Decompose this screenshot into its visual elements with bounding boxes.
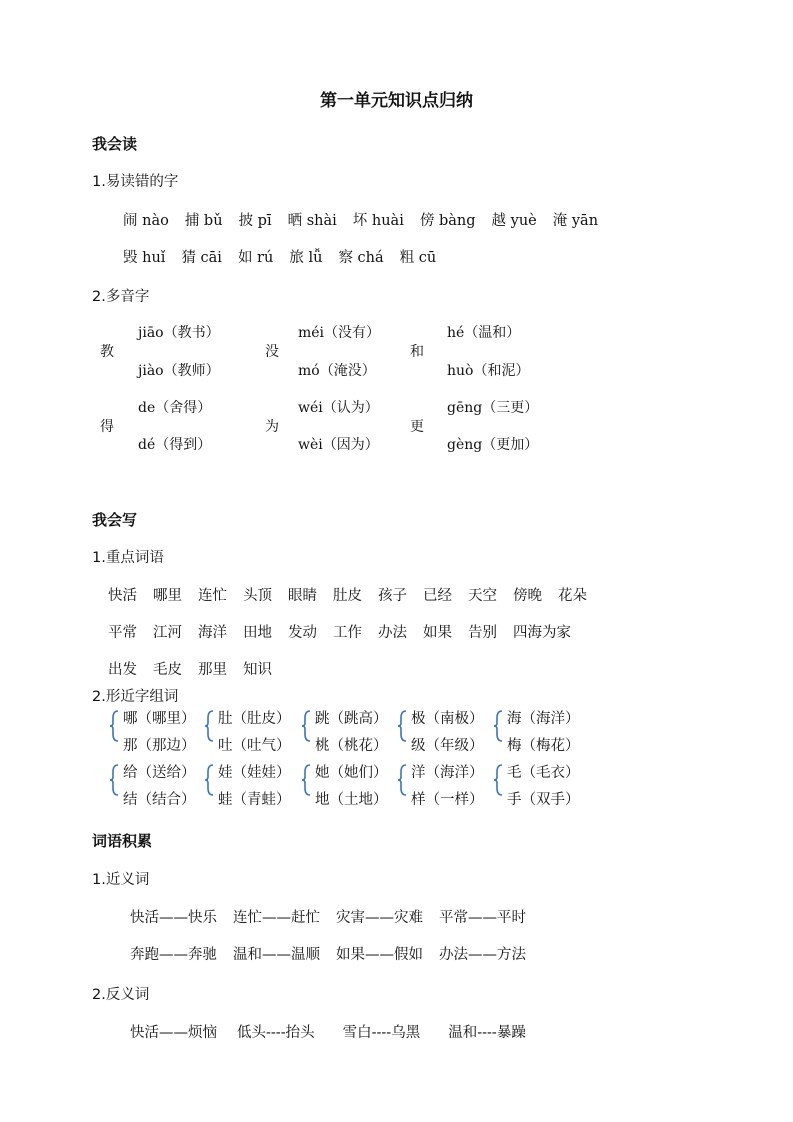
pair-top: 毛（毛衣） [507, 765, 580, 781]
section-read-heading: 我会读 [92, 135, 138, 153]
similar-pair [218, 760, 291, 814]
pair-bottom: 梅（梅花） [507, 738, 580, 754]
key-words-heading: 1.重点词语 [92, 550, 164, 566]
word-pair: 快活——快乐 [130, 910, 217, 926]
brace-icon [494, 764, 503, 796]
word-item: 傍晚 [513, 588, 542, 604]
pinyin-item: 捕 bǔ [184, 213, 223, 229]
pair-bottom: 结（结合） [123, 792, 196, 808]
antonyms-line-1 [130, 1021, 542, 1042]
word-pair: 如果——假如 [336, 947, 423, 963]
brace-icon [302, 764, 311, 796]
pair-bottom: 手（双手） [507, 792, 580, 808]
word-item: 哪里 [153, 588, 182, 604]
pinyin-item: 毁 huǐ [123, 250, 166, 266]
similar-pair [315, 760, 388, 814]
similar-pair [218, 706, 291, 760]
polyphone-reading: mó（淹没） [298, 363, 376, 379]
brace-icon [110, 710, 119, 742]
polyphone-char: 得 [100, 419, 114, 435]
word-item: 海洋 [198, 625, 227, 641]
word-item: 连忙 [198, 588, 227, 604]
polyphone-heading: 2.多音字 [92, 289, 150, 305]
pinyin-item: 晒 shài [287, 213, 337, 229]
word-item: 肚皮 [333, 588, 362, 604]
brace-icon [302, 710, 311, 742]
word-item: 知识 [243, 662, 272, 678]
brace-icon [398, 710, 407, 742]
polyphone-reading: gèng（更加） [447, 437, 539, 453]
pinyin-item: 察 chá [338, 250, 384, 266]
pinyin-item: 猜 cāi [181, 250, 222, 266]
pair-top: 洋（海洋） [411, 765, 484, 781]
brace-icon [494, 710, 503, 742]
pinyin-item: 闹 nào [123, 213, 169, 229]
pair-bottom: 那（那边） [123, 738, 196, 754]
polyphone-reading: wéi（认为） [298, 400, 379, 416]
easy-wrong-heading: 1.易读错的字 [92, 174, 179, 190]
word-item: 告别 [468, 625, 497, 641]
polyphone-reading: dé（得到） [138, 437, 212, 453]
word-item: 发动 [288, 625, 317, 641]
synonyms-line-2 [130, 943, 542, 964]
key-words-line-2 [108, 621, 587, 642]
pair-top: 海（海洋） [507, 711, 580, 727]
easy-wrong-line-1 [123, 209, 614, 230]
polyphone-reading: wèi（因为） [298, 437, 379, 453]
pinyin-item: 傍 bàng [419, 213, 476, 229]
polyphone-reading: huò（和泥） [447, 363, 530, 379]
polyphone-char: 教 [100, 344, 114, 360]
pair-bottom: 蛙（青蛙） [218, 792, 291, 808]
word-item: 头顶 [243, 588, 272, 604]
word-item: 毛皮 [153, 662, 182, 678]
word-item: 孩子 [378, 588, 407, 604]
pinyin-item: 披 pī [238, 213, 272, 229]
word-pair: 灾害——灾难 [336, 910, 423, 926]
synonyms-heading: 1.近义词 [92, 872, 150, 888]
pinyin-item: 越 yuè [491, 213, 537, 229]
word-pair: 雪白----乌黑 [342, 1025, 421, 1041]
pair-top: 跳（跳高） [315, 711, 388, 727]
similar-chars-heading: 2.形近字组词 [92, 689, 179, 705]
section-write-heading: 我会写 [92, 511, 138, 529]
polyphone-reading: jiào（教师） [138, 363, 220, 379]
pinyin-item: 粗 cū [399, 250, 437, 266]
word-item: 那里 [198, 662, 227, 678]
word-item: 办法 [378, 625, 407, 641]
word-item: 花朵 [558, 588, 587, 604]
pinyin-item: 坏 huài [352, 213, 404, 229]
brace-icon [205, 764, 214, 796]
word-item: 天空 [468, 588, 497, 604]
polyphone-char: 和 [410, 344, 424, 360]
pinyin-item: 淹 yān [552, 213, 599, 229]
polyphone-char: 为 [265, 419, 279, 435]
word-item: 工作 [333, 625, 362, 641]
page-title: 第一单元知识点归纳 [320, 91, 473, 111]
pair-top: 哪（哪里） [123, 711, 196, 727]
pair-bottom: 吐（吐气） [218, 738, 291, 754]
word-pair: 快活——烦恼 [130, 1025, 217, 1041]
pair-top: 给（送给） [123, 765, 196, 781]
key-words-line-3 [108, 658, 288, 679]
polyphone-char: 没 [265, 344, 279, 360]
polyphone-reading: hé（温和） [447, 325, 521, 341]
word-item: 已经 [423, 588, 452, 604]
brace-icon [398, 764, 407, 796]
word-item: 四海为家 [513, 625, 571, 641]
section-accum-heading: 词语积累 [92, 832, 153, 850]
antonyms-heading: 2.反义词 [92, 987, 150, 1003]
word-pair: 温和----暴躁 [448, 1025, 526, 1041]
similar-pair [315, 706, 388, 760]
synonyms-line-1 [130, 906, 542, 927]
pair-bottom: 桃（桃花） [315, 738, 388, 754]
pair-top: 极（南极） [411, 711, 484, 727]
brace-icon [205, 710, 214, 742]
word-pair: 平常——平时 [439, 910, 526, 926]
word-item: 快活 [108, 588, 137, 604]
polyphone-reading: méi（没有） [298, 325, 381, 341]
polyphone-reading: jiāo（教书） [138, 325, 220, 341]
polyphone-reading: de（舍得） [138, 400, 212, 416]
word-item: 平常 [108, 625, 137, 641]
word-item: 田地 [243, 625, 272, 641]
word-item: 江河 [153, 625, 182, 641]
similar-pair [411, 706, 484, 760]
polyphone-reading: gēng（三更） [447, 400, 539, 416]
similar-pair [123, 706, 196, 760]
similar-pair [507, 706, 580, 760]
pair-top: 肚（肚皮） [218, 711, 291, 727]
word-item: 如果 [423, 625, 452, 641]
pair-top: 娃（娃娃） [218, 765, 291, 781]
word-item: 出发 [108, 662, 137, 678]
similar-pair [123, 760, 196, 814]
word-pair: 连忙——赶忙 [233, 910, 320, 926]
similar-pair [507, 760, 580, 814]
brace-icon [110, 764, 119, 796]
key-words-line-1 [108, 584, 603, 605]
pinyin-item: 如 rú [237, 250, 274, 266]
polyphone-char: 更 [410, 419, 424, 435]
pair-bottom: 样（一样） [411, 792, 484, 808]
word-pair: 奔跑——奔驰 [130, 947, 217, 963]
word-pair: 低头----抬头 [237, 1025, 315, 1041]
pair-bottom: 地（土地） [315, 792, 388, 808]
pinyin-item: 旅 lǚ [289, 250, 323, 266]
word-pair: 办法——方法 [439, 947, 526, 963]
pair-top: 她（她们） [315, 765, 388, 781]
easy-wrong-line-2 [123, 246, 452, 267]
word-pair: 温和——温顺 [233, 947, 320, 963]
similar-pair [411, 760, 484, 814]
word-item: 眼睛 [288, 588, 317, 604]
pair-bottom: 级（年级） [411, 738, 484, 754]
